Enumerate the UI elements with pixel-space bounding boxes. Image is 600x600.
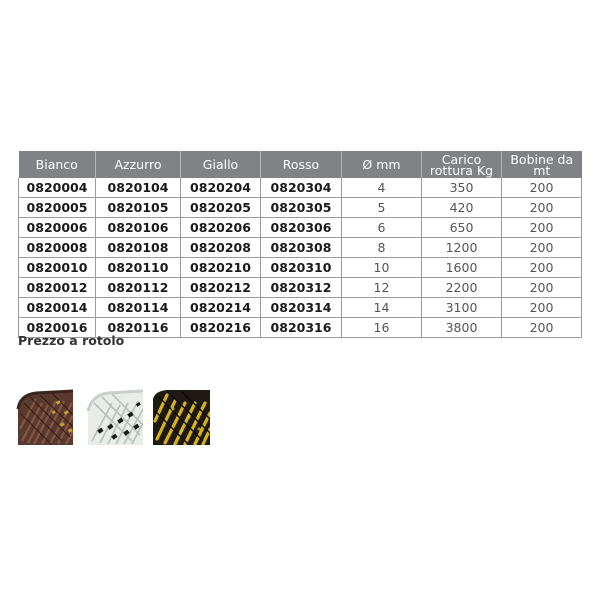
article-code-cell: 0820205 bbox=[181, 198, 261, 218]
spec-value-cell: 200 bbox=[502, 238, 582, 258]
spec-value-cell: 650 bbox=[422, 218, 502, 238]
spec-table bbox=[18, 151, 582, 338]
article-code-cell: 0820010 bbox=[19, 258, 96, 278]
article-code-cell: 0820016 bbox=[19, 318, 96, 338]
article-code-cell: 0820104 bbox=[96, 178, 181, 198]
spec-value-cell: 4 bbox=[342, 178, 422, 198]
spec-value-cell: 14 bbox=[342, 298, 422, 318]
spec-value-cell: 1200 bbox=[422, 238, 502, 258]
article-code-cell: 0820210 bbox=[181, 258, 261, 278]
article-code-cell: 0820306 bbox=[261, 218, 342, 238]
article-code-cell: 0820316 bbox=[261, 318, 342, 338]
article-code-cell: 0820204 bbox=[181, 178, 261, 198]
spec-value-cell: 12 bbox=[342, 278, 422, 298]
article-code-cell: 0820312 bbox=[261, 278, 342, 298]
article-code-cell: 0820214 bbox=[181, 298, 261, 318]
article-code-cell: 0820305 bbox=[261, 198, 342, 218]
spec-value-cell: 200 bbox=[502, 318, 582, 338]
spec-value-cell: 420 bbox=[422, 198, 502, 218]
spec-value-cell: 200 bbox=[502, 178, 582, 198]
article-code-cell: 0820112 bbox=[96, 278, 181, 298]
spec-value-cell: 8 bbox=[342, 238, 422, 258]
rope-white-swatch bbox=[86, 389, 143, 445]
article-code-cell: 0820216 bbox=[181, 318, 261, 338]
table-row bbox=[19, 278, 582, 298]
spec-value-cell: 5 bbox=[342, 198, 422, 218]
spec-value-cell: 200 bbox=[502, 218, 582, 238]
article-code-cell: 0820116 bbox=[96, 318, 181, 338]
article-code-cell: 0820012 bbox=[19, 278, 96, 298]
table-row bbox=[19, 198, 582, 218]
spec-value-cell: 2200 bbox=[422, 278, 502, 298]
header-bianco: Bianco bbox=[19, 151, 96, 178]
article-code-cell: 0820005 bbox=[19, 198, 96, 218]
article-code-cell: 0820105 bbox=[96, 198, 181, 218]
article-code-cell: 0820114 bbox=[96, 298, 181, 318]
article-code-cell: 0820008 bbox=[19, 238, 96, 258]
article-code-cell: 0820208 bbox=[181, 238, 261, 258]
spec-value-cell: 6 bbox=[342, 218, 422, 238]
article-code-cell: 0820212 bbox=[181, 278, 261, 298]
header-diameter: Ø mm bbox=[342, 151, 422, 178]
table-row bbox=[19, 238, 582, 258]
spec-value-cell: 200 bbox=[502, 198, 582, 218]
header-azzurro: Azzurro bbox=[96, 151, 181, 178]
header-giallo: Giallo bbox=[181, 151, 261, 178]
article-code-cell: 0820308 bbox=[261, 238, 342, 258]
table-row bbox=[19, 178, 582, 198]
article-code-cell: 0820206 bbox=[181, 218, 261, 238]
table-row bbox=[19, 258, 582, 278]
spec-value-cell: 3100 bbox=[422, 298, 502, 318]
spec-value-cell: 16 bbox=[342, 318, 422, 338]
header-breaking-load: Carico rottura Kg bbox=[422, 151, 502, 178]
article-code-cell: 0820004 bbox=[19, 178, 96, 198]
article-code-cell: 0820106 bbox=[96, 218, 181, 238]
rope-brown-swatch bbox=[16, 389, 73, 445]
price-note: Prezzo a rotolo bbox=[18, 333, 125, 348]
table-row bbox=[19, 298, 582, 318]
spec-value-cell: 10 bbox=[342, 258, 422, 278]
spec-value-cell: 200 bbox=[502, 298, 582, 318]
spec-value-cell: 350 bbox=[422, 178, 502, 198]
article-code-cell: 0820006 bbox=[19, 218, 96, 238]
rope-yellow-swatch bbox=[153, 389, 210, 445]
article-code-cell: 0820304 bbox=[261, 178, 342, 198]
spec-value-cell: 200 bbox=[502, 258, 582, 278]
spec-value-cell: 1600 bbox=[422, 258, 502, 278]
article-code-cell: 0820014 bbox=[19, 298, 96, 318]
article-code-cell: 0820108 bbox=[96, 238, 181, 258]
spec-value-cell: 200 bbox=[502, 278, 582, 298]
header-rosso: Rosso bbox=[261, 151, 342, 178]
table-header-row bbox=[19, 151, 582, 178]
article-code-cell: 0820310 bbox=[261, 258, 342, 278]
spec-value-cell: 3800 bbox=[422, 318, 502, 338]
header-spool-length: Bobine da mt bbox=[502, 151, 582, 178]
table-row bbox=[19, 218, 582, 238]
article-code-cell: 0820110 bbox=[96, 258, 181, 278]
article-code-cell: 0820314 bbox=[261, 298, 342, 318]
